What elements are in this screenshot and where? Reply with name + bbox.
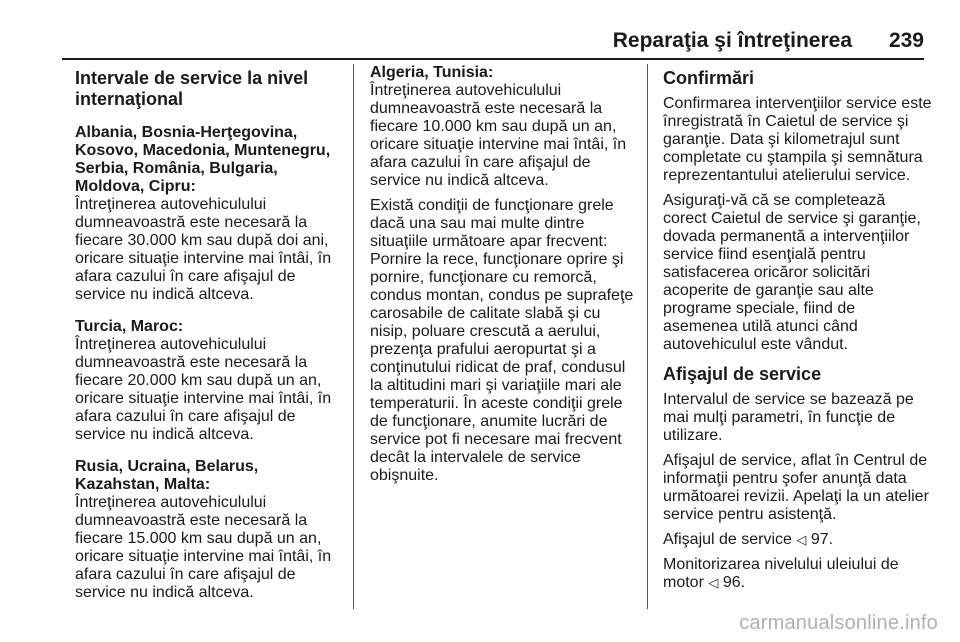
page-header	[62, 26, 924, 60]
column-1	[75, 64, 345, 609]
page-reference-icon: ◁	[708, 575, 719, 590]
group4-text: Întreţinerea autovehiculului dumneavoastră este necesară la fiecare 10.000 km sau după un an, oricare situaţie intervine mai întâi, în afara cazului în care afişajul de service nu indică altceva.	[370, 82, 627, 189]
group2-countries: Turcia, Maroc:	[75, 318, 184, 335]
group4-countries: Algeria, Tunisia:	[370, 64, 494, 81]
watermark: carmanualsonline.info	[739, 612, 938, 634]
page-reference-icon: ◁	[796, 532, 807, 547]
group2-text: Întreţinerea autovehiculului dumneavoastră este necesară la fiecare 20.000 km sau după un an, oricare situaţie intervine mai întâi, în afara cazului în care afişajul de service nu indică altceva.	[75, 336, 332, 443]
heavy-conditions-text: Există condiţii de funcţionare grele dacă una sau mai multe dintre situaţiile următoare apar frecvent: Pornire la rece, funcţionare oprire şi pornire, funcţionare cu remorcă, condus montan, condus pe suprafeţe carosabile de calitate slabă şi cu nisip, poluare crescută a aerului, prezenţa prafului aeropurtat şi a conţinutului ridicat de praf, condusul la altitudini mari şi variaţiile mari ale temperaturii. În aceste condiţii grele de funcţionare, anumite lucrări de service pot fi necesare mai frecvent decât la intervalele de service obişnuite.	[370, 197, 634, 484]
confirmations-text-2: Asiguraţi-vă că se completează corect Caietul de service şi garanţie, dovada permanentă a intervenţiilor service fiind esenţială pentru satisfacerea oricăror solicitări acoperite de garanţie sau alte programe speciale, fiind de asemenea utilă atunci când autovehiculul este vândut.	[663, 192, 921, 353]
reference-text: Afişajul de service	[663, 531, 792, 548]
column-divider-2	[647, 64, 648, 609]
section-title: Reparaţia şi întreţinerea	[612, 29, 852, 52]
column-divider-1	[353, 64, 354, 609]
service-display-text-1: Intervalul de service se bazează pe mai mulţi parametri, în funcţie de utilizare.	[663, 391, 914, 444]
column-3	[663, 64, 933, 599]
service-display-reference	[663, 531, 933, 549]
heading-international-intervals: Intervale de service la nivel internaţional	[75, 68, 309, 109]
heading-confirmations: Confirmări	[663, 68, 755, 88]
group3-countries: Rusia, Ucraina, Belarus, Kazahstan, Malta:	[75, 458, 259, 493]
reference-link[interactable]: 96.	[722, 574, 746, 591]
service-display-text-2: Afişajul de service, aflat în Centrul de informaţii pentru şofer anunţă data următoarei revizii. Apelaţi la un atelier service pentru asistenţă.	[663, 452, 929, 523]
group1-text: Întreţinerea autovehiculului dumneavoastră este necesară la fiecare 30.000 km sau după doi ani, oricare situaţie intervine mai întâi, în afara cazului în care afişajul de service nu indică altceva.	[75, 196, 332, 303]
column-2	[370, 64, 635, 492]
group3-text: Întreţinerea autovehiculului dumneavoastră este necesară la fiecare 15.000 km sau după un an, oricare situaţie intervine mai întâi, în afara cazului în care afişajul de service nu indică altceva.	[75, 494, 332, 601]
heading-service-display: Afişajul de service	[663, 364, 822, 384]
reference-link[interactable]: 97.	[810, 531, 834, 548]
confirmations-text-1: Confirmarea intervenţiilor service este înregistrată în Caietul de service şi garanţie. Data şi kilometrajul sunt completate cu ştampila şi semnătura reprezentantului atelierului service.	[663, 95, 932, 184]
group1-countries: Albania, Bosnia-Herţegovina, Kosovo, Macedonia, Muntenegru, Serbia, România, Bulgaria, Moldova, Cipru:	[75, 124, 331, 195]
oil-level-reference	[663, 556, 933, 592]
reference-text: Monitorizarea nivelului uleiului de motor	[663, 556, 899, 591]
page-number: 239	[888, 29, 924, 52]
